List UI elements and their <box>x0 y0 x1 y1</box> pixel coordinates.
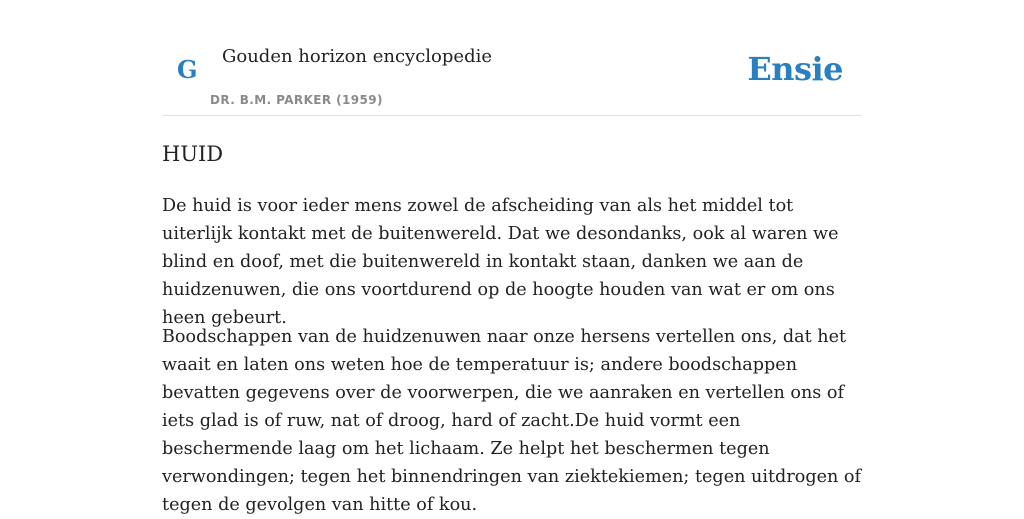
article-paragraph: De huid is voor ieder mens zowel de afscheiding van als het middel tot uiterlijk kontakt met de buitenwereld. Dat we desondanks, ook al waren we blind en doof, met die buitenwereld in kontakt staan, danken we aan de huidzenuwen, die ons voortdurend op de hoogte houden van wat er om ons heen gebeurt. <box>162 196 839 328</box>
article-headword: HUID <box>162 142 224 166</box>
source-title-link[interactable]: Gouden horizon encyclopedie <box>222 46 492 67</box>
page <box>162 0 862 515</box>
article-paragraph: Boodschappen van de huidzenuwen naar onze hersens vertellen ons, dat het waait en laten ons weten hoe de temperatuur is; andere boodschappen bevatten gegevens over de voorwerpen, die we aanraken en vertellen ons of iets glad is of ruw, nat of droog, hard of zacht.De huid vormt een beschermende laag om het lichaam. Ze helpt het beschermen tegen verwondingen; tegen het binnendringen van ziektekiemen; tegen uitdrogen of tegen de gevolgen van hitte of kou. <box>162 327 862 515</box>
source-author: DR. B.M. PARKER (1959) <box>210 93 383 107</box>
brand-logo-link[interactable]: Ensie <box>747 50 843 88</box>
header <box>162 0 862 116</box>
source-logo[interactable]: G <box>177 55 198 84</box>
